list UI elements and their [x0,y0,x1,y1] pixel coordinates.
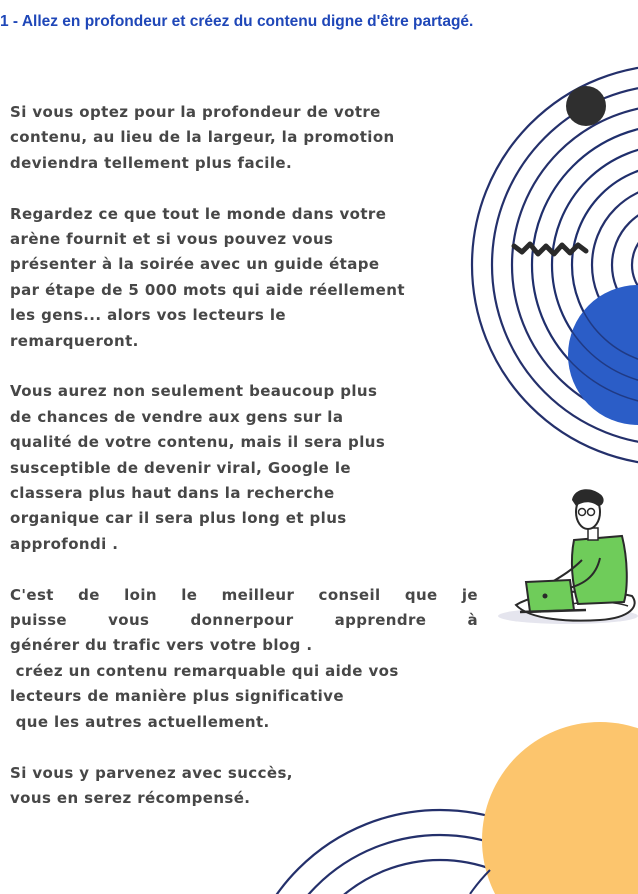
text-line: de chances de vendre aux gens sur la [10,407,344,426]
text-line: C'est de loin le meilleur conseil que je [10,585,478,604]
text-line: classera plus haut dans la recherche [10,484,335,503]
dark-dot [566,86,606,126]
text-line: Vous aurez non seulement beaucoup plus [10,382,378,401]
text-line: lecteurs de manière plus significative [10,687,344,706]
article-body [10,100,478,837]
paragraph-5 [10,761,478,812]
text-line: présenter à la soirée avec un guide étape [10,255,380,274]
text-line: créez un contenu remarquable qui aide vos [10,661,399,680]
page-title: 1 - Allez en profondeur et créez du contenu digne d'être partagé. [0,13,474,30]
paragraph-2 [10,202,478,354]
text-line: deviendra tellement plus facile. [10,153,293,172]
text-line: puisse vous donnerpour apprendre à [10,611,478,630]
text-line: susceptible de devenir viral, Google le [10,458,351,477]
text-line: vous en serez récompensé. [10,788,251,807]
text-line: contenu, au lieu de la largeur, la promotion [10,128,395,147]
text-line: organique car il sera plus long et plus [10,509,347,528]
text-line: Si vous y parvenez avec succès, [10,763,293,782]
yellow-circle [482,722,638,894]
text-line: que les autres actuellement. [10,712,270,731]
text-line: remarqueront. [10,331,139,350]
text-line: arène fournit et si vous pouvez vous [10,230,334,249]
paragraph-3 [10,379,478,557]
paragraph-4 [10,583,478,735]
text-line: générer du trafic vers votre blog . [10,636,313,655]
text-line: par étape de 5 000 mots qui aide réellement [10,280,405,299]
text-line: qualité de votre contenu, mais il sera plus [10,433,386,452]
person-with-laptop-illustration [498,489,638,624]
text-line: approfondi . [10,534,119,553]
text-line: Regardez ce que tout le monde dans votre [10,204,387,223]
text-line: les gens... alors vos lecteurs le [10,306,286,325]
text-line: Si vous optez pour la profondeur de votre [10,103,381,121]
zigzag-line [514,244,586,254]
paragraph-1 [10,100,478,176]
